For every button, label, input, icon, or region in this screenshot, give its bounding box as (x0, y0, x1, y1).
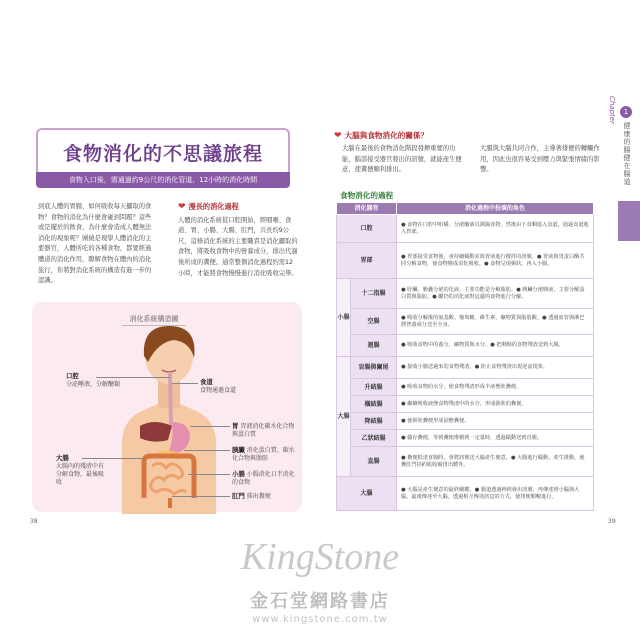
process-heading-text: 漫長的消化過程 (188, 202, 239, 211)
table-row (337, 396, 594, 413)
brain-paragraph-1: 大腦在最後的食物消化階段發揮重要的功能，腦部接受器官發出的訊號，就能產生便意，使糞便順利排出。 (342, 145, 462, 174)
label-small-intestine-desc: 小腸消化日半消化的食物 (232, 471, 295, 486)
role-cell: ● 大腦是產生便意的最終關鍵。● 腸道透過神經發出訊號，再傳達到小腦與大腦，最後傳達至大腦，透過相互傳達訊息的方式，使排便順暢進行。 (397, 477, 594, 511)
label-stomach-desc: 胃液消化碳水化合物與蛋白質 (232, 423, 295, 438)
role-cell: ● 使粥狀糞便形成固態糞便。 (397, 413, 594, 430)
leader-line (190, 426, 230, 427)
title-subtitle: 食物入口後，需通過約9公尺的消化管道、12小時的消化時間 (36, 172, 290, 188)
label-small-intestine-title: 小腸 (232, 470, 245, 478)
label-anus-title: 肛門 (232, 492, 245, 500)
digestion-table (336, 202, 594, 511)
chapter-label: Chapter (608, 96, 616, 124)
chapter-number-badge: 1 (620, 106, 632, 118)
role-cell: ● 吸收食物中的養分，礦物質與水分。● 把剩餘的食物殘渣送到大腸。 (397, 335, 594, 357)
page-number-right: 39 (608, 518, 616, 525)
label-pancreas (232, 446, 298, 463)
leader-line (172, 383, 198, 384)
organ-cell: 橫結腸 (351, 396, 397, 413)
role-cell: ● 繼續吸收液態食物殘渣中的水分，形成粥狀的糞便。 (397, 396, 594, 413)
label-small-intestine (232, 470, 298, 487)
process-heading (178, 202, 298, 213)
table-row (337, 379, 594, 396)
leader-line (188, 474, 230, 475)
process-section (178, 202, 298, 279)
role-cell: ● 儲存糞便，等到糞便堆積到一定量時，透過蠕動送到直腸。 (397, 430, 594, 447)
chapter-title-vertical: 健康的腸健在腸道 (623, 122, 631, 186)
left-page (22, 100, 304, 530)
table-row (337, 243, 594, 279)
label-mouth-title: 口腔 (66, 372, 79, 380)
organ-cell: 升結腸 (351, 379, 397, 396)
label-pancreas-title: 胰臟 (232, 446, 245, 454)
digestive-system-illustration (114, 322, 224, 514)
label-mouth (66, 372, 126, 389)
brain-paragraph-2: 大腸與大腦共同合作，主導著排便的轉觸作用，因此也很容易受到壓力與緊張情緒的影響。 (480, 145, 600, 174)
label-esophagus-desc: 食物通過食道 (200, 387, 237, 394)
table-header-role: 消化過程中扮演的角色 (397, 203, 594, 215)
table-row (337, 309, 594, 335)
group-cell-small-intestine: 小腸 (337, 279, 351, 357)
watermark-url: www.kingstone.com.tw (252, 614, 388, 625)
page-title: 食物消化的不思議旅程 (62, 142, 263, 165)
role-cell: ● 吸收食物的水分，使食物殘渣形成半液態狀糞便。 (397, 379, 594, 396)
leader-line (184, 450, 230, 451)
table-row (337, 477, 594, 511)
table-row (337, 335, 594, 357)
watermark-chinese: 金石堂網路書店 (250, 591, 390, 612)
heart-icon: ❤ (334, 130, 342, 141)
organ-cell: 乙狀結腸 (351, 430, 397, 447)
organ-cell: 盲腸與闌尾 (351, 357, 397, 379)
intro-paragraph: 到底人體的胃腸，如何吸收每天攝取的食物？食物的消化為什麼會碰到問題？這些或是擺於的飲食，為什麼會造成人體無法消化的現象呢？圍繞是現學人體消化的主要器官，人體所吃的各種食物，都要經過體道的消化作用，瞭解食物在體內的消化旅行，你將對消化系統的構造有進一步的認識。 (38, 203, 152, 285)
table-row (337, 357, 594, 379)
page-number-left: 38 (30, 518, 38, 525)
label-anus (232, 492, 298, 501)
table-row (337, 447, 594, 477)
watermark-brand: KingStone (240, 536, 400, 578)
chapter-tab-bar (618, 201, 640, 241)
leader-line (172, 496, 230, 497)
label-anus-desc: 排出糞便 (246, 493, 271, 500)
organ-cell: 胃部 (337, 243, 397, 279)
role-cell: ● 食物在口腔中咀嚼，分泌醣液以潤濕食物，然後由下食咽進入食道，通過食道進入胃部。 (397, 215, 594, 243)
label-large-intestine-title: 大腸 (56, 454, 69, 462)
label-pancreas-desc: 消化蛋白質、碳水化合物與脂肪 (232, 447, 295, 462)
role-cell: ● 胃部接受食物後，會持續蠕動並與胃液進行攪拌的訊號。● 胃液與胃蛋白酶共同分解食物，使食物變成消化吸收。● 食物呈現粥狀，再入小腸。 (397, 243, 594, 279)
organ-cell: 口腔 (337, 215, 397, 243)
table-row (337, 215, 594, 243)
table-row (337, 279, 594, 309)
heart-icon: ❤ (178, 202, 186, 212)
process-paragraph: 人體的消化系統從口腔開始，經咽喉、食道、胃、小腸、大腸、肛門，共長約9公尺，這條消化系統的主要職責是消化攝取的食物，將吸收食物中的營養成分，排出代謝後所成的糞便。通常整個消化過程約需12小時，才能將食物慢慢進行消化吸收完畢。 (178, 216, 298, 277)
group-cell-large-intestine: 大腸 (337, 357, 351, 477)
role-cell: ● 接收小腸送過來的食物殘渣。● 防止食物殘渣出現逆流現象。 (397, 357, 594, 379)
leader-line (96, 377, 170, 378)
chapter-side-tab (608, 96, 640, 246)
chapter-title-box (36, 128, 290, 176)
label-large-intestine-desc: 大腸內的殘渣中有分解食物，最後吸收 (56, 463, 105, 486)
leader-line (82, 458, 146, 459)
organ-cell: 空腸 (351, 309, 397, 335)
label-esophagus-title: 食道 (200, 378, 213, 386)
label-stomach (232, 422, 298, 439)
role-cell: ● 糞便抵達直腸時，會將訊號送大腦產生便意。● 大腸進行蠕動，產生推動，使糞肛門括約肌收縮排出體外。 (397, 447, 594, 477)
label-stomach-title: 胃 (232, 422, 239, 430)
table-row (337, 413, 594, 430)
brain-heading-text: 大腦與食物消化的關係？ (344, 131, 429, 140)
right-page (326, 100, 618, 530)
table-title: 食物消化的過程 (340, 191, 394, 200)
organ-cell: 大腦 (337, 477, 397, 511)
table-header-organ: 消化器官 (337, 203, 397, 215)
table-header-row (337, 203, 594, 215)
organ-cell: 迴腸 (351, 335, 397, 357)
organ-cell: 降結腸 (351, 413, 397, 430)
label-esophagus (200, 378, 260, 395)
figure-title: 消化系統構造圖 (122, 314, 186, 326)
organ-cell: 直腸 (351, 447, 397, 477)
role-cell: ● 吸收分解後的氨基酸、葡萄糖、維生素、礦物質與脂肪酸。● 透過血管與淋巴將營養成分送至全身。 (397, 309, 594, 335)
brain-heading (334, 130, 428, 141)
role-cell: ● 肝臟、膽囊分泌的化液，主要功能是分解脂肪。● 胰臟分泌胰液，主要分解蛋白質與脂肪。● 繼仍的消化液對這邊的食物進行分解。 (397, 279, 594, 309)
organ-cell: 十二指腸 (351, 279, 397, 309)
label-mouth-desc: 分泌唾液，分解醣類 (66, 381, 121, 388)
table-row (337, 430, 594, 447)
